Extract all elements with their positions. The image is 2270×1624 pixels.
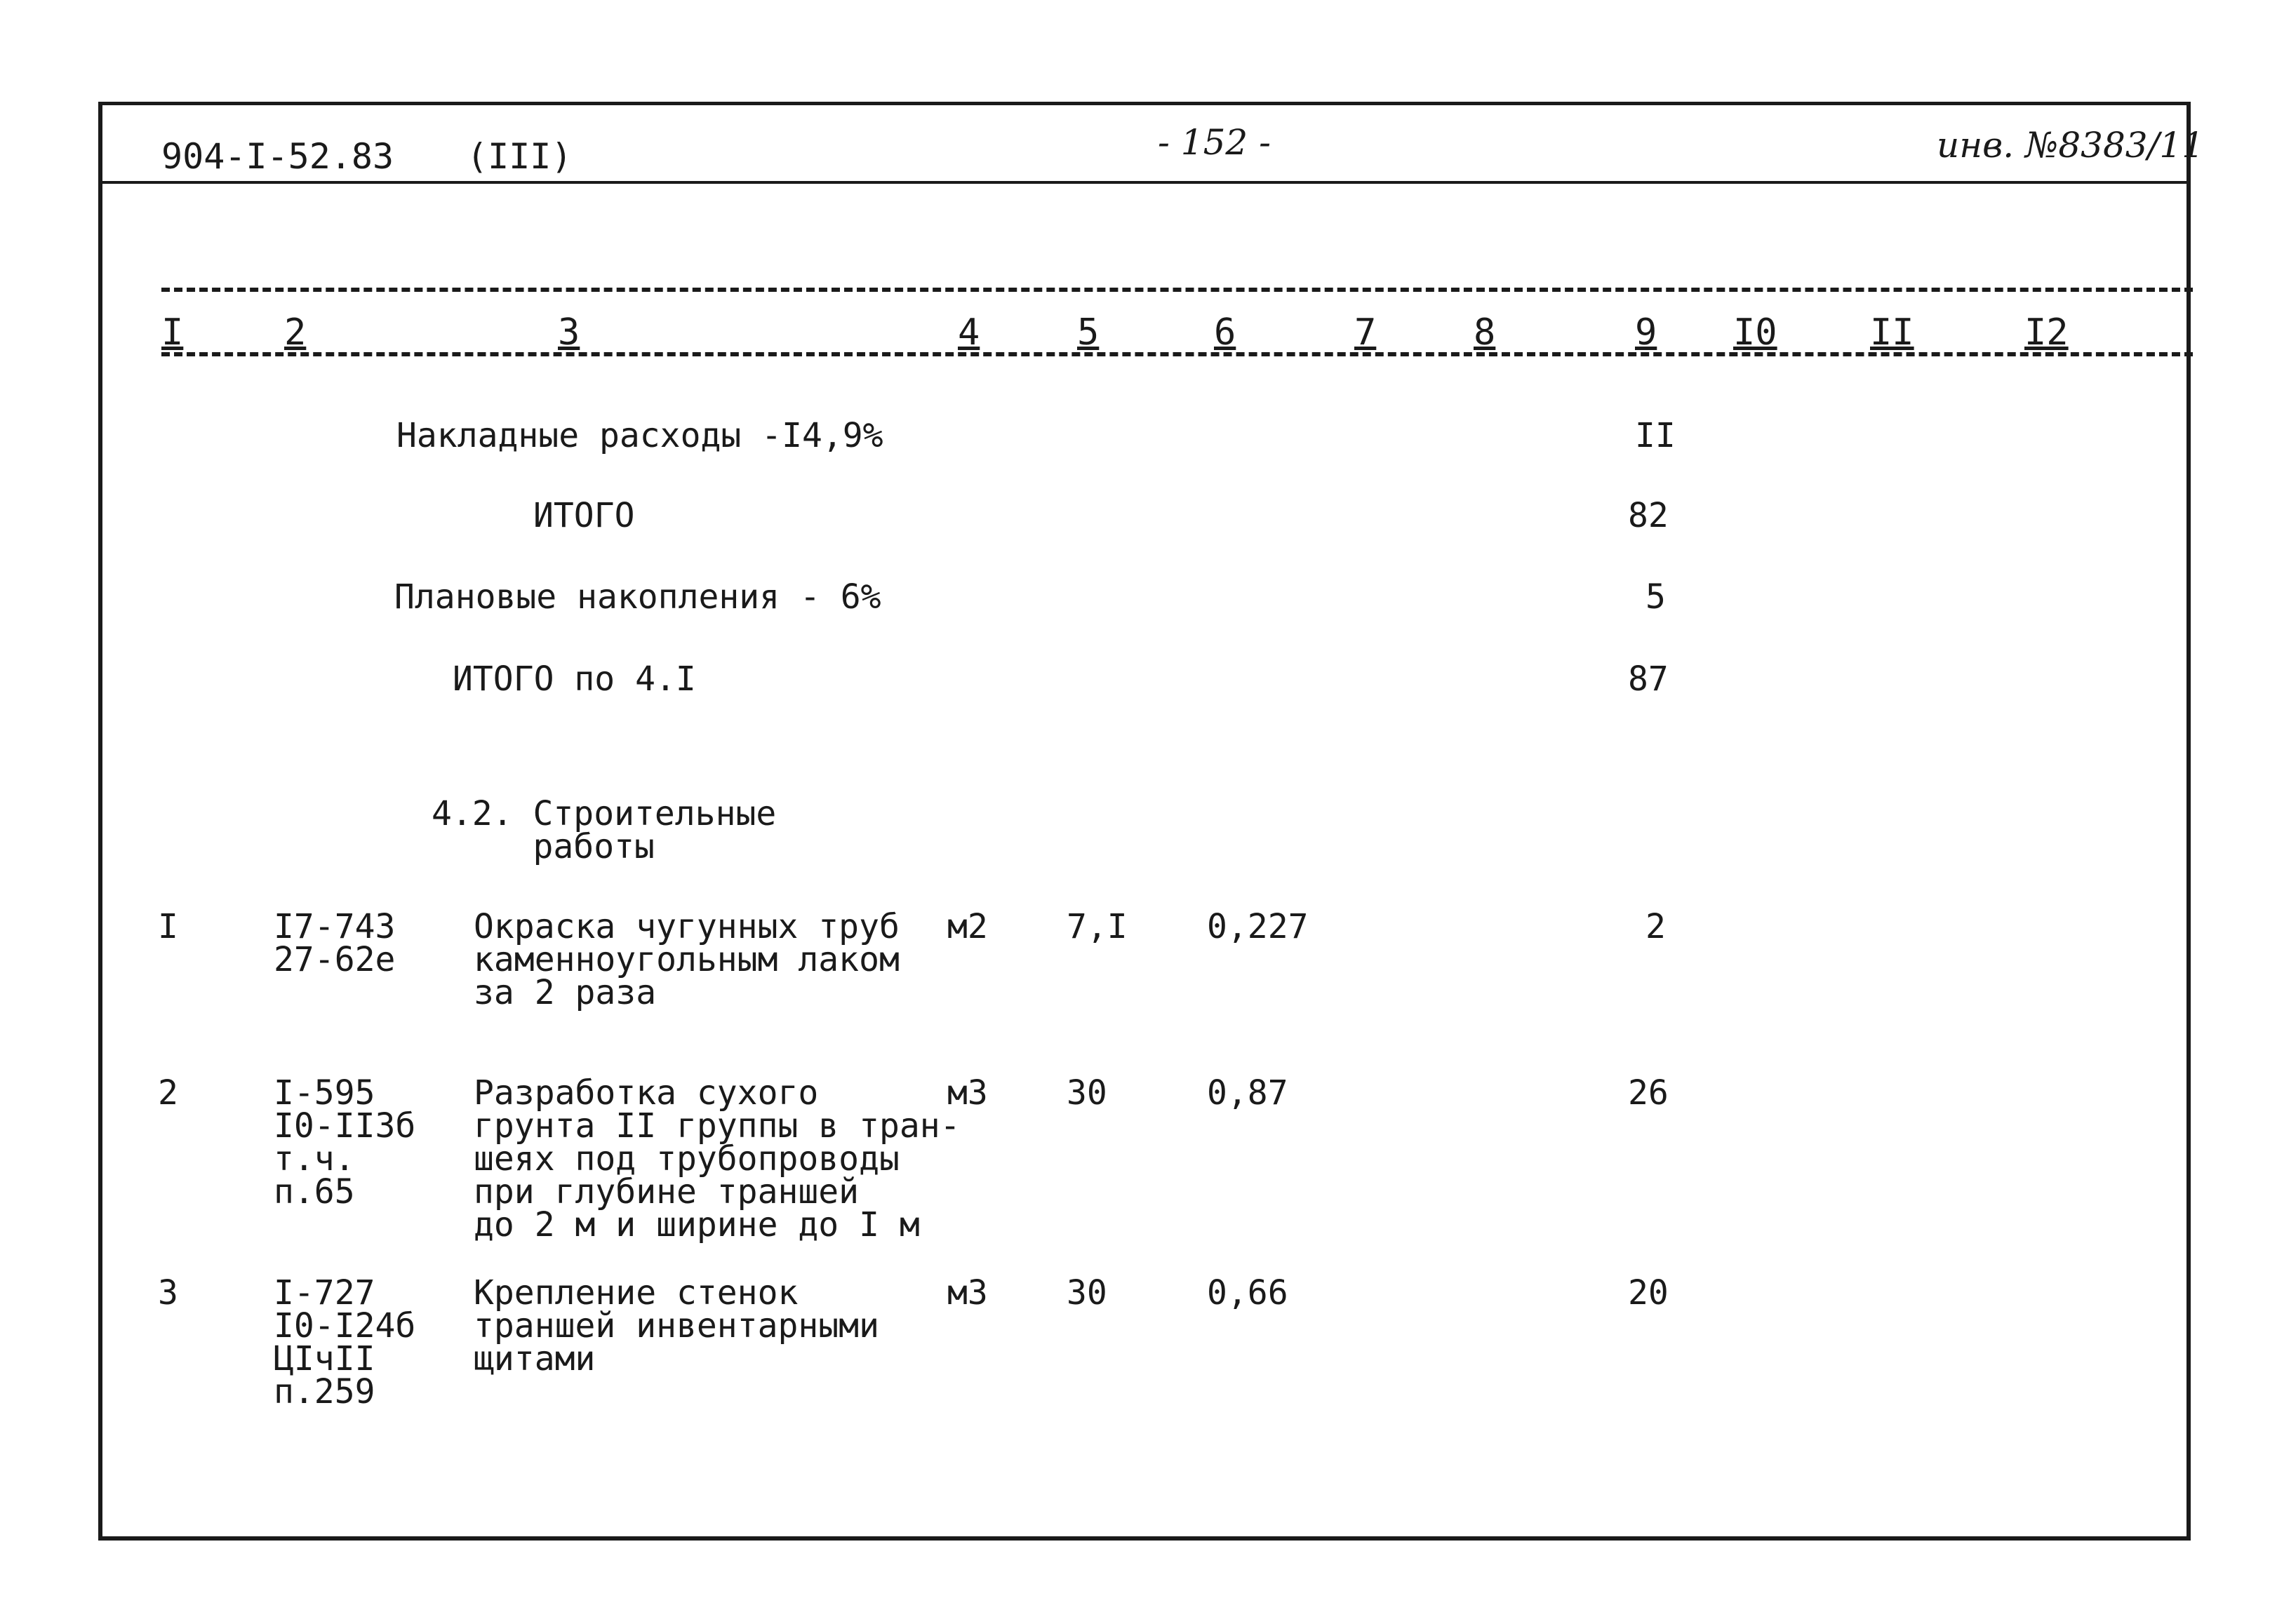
summary-label: Плановые накопления - 6%	[394, 577, 881, 617]
summary-value: 82	[1628, 496, 1669, 535]
row-price: 0,66	[1207, 1273, 1288, 1313]
row-quantity: 30	[1067, 1073, 1107, 1113]
row-code: I7-743 27-62е	[274, 907, 396, 979]
column-number: 5	[1077, 311, 1100, 354]
row-unit: м3	[947, 1273, 988, 1313]
summary-label: Накладные расходы -I4,9%	[396, 416, 883, 455]
row-code: I-727 I0-I24б ЦIчII п.259	[274, 1273, 416, 1411]
summary-value: 5	[1645, 577, 1666, 617]
row-unit: м3	[947, 1073, 988, 1113]
summary-label: ИТОГО по 4.I	[453, 659, 696, 699]
column-number: I	[161, 311, 184, 354]
summary-label: ИТОГО	[533, 496, 635, 535]
row-price: 0,227	[1207, 907, 1309, 946]
row-number: 2	[158, 1073, 178, 1113]
row-total: 2	[1645, 907, 1666, 946]
part-number: (III)	[467, 136, 573, 177]
column-number: 4	[958, 311, 980, 354]
column-number: 8	[1474, 311, 1496, 354]
row-code: I-595 I0-II3б т.ч. п.65	[274, 1073, 416, 1212]
column-number: 9	[1635, 311, 1657, 354]
column-number: 7	[1354, 311, 1377, 354]
row-quantity: 30	[1067, 1273, 1107, 1313]
row-description: Окраска чугунных труб каменноугольным лаком за 2 раза	[474, 907, 900, 1012]
header-rule	[102, 181, 2186, 184]
column-number: I2	[2024, 311, 2069, 354]
column-number: I0	[1733, 311, 1777, 354]
summary-value: II	[1635, 416, 1676, 455]
summary-value: 87	[1628, 659, 1669, 699]
header-dashed-top	[161, 288, 2193, 292]
doc-code: 904-I-52.83	[161, 136, 394, 177]
inventory-number: инв. №8383/11	[1937, 125, 2205, 166]
row-price: 0,87	[1207, 1073, 1288, 1113]
page-number: - 152 -	[1158, 122, 1271, 163]
row-number: I	[158, 907, 178, 946]
row-total: 20	[1628, 1273, 1669, 1313]
row-unit: м2	[947, 907, 988, 946]
section-title: 4.2. Строительные работы	[432, 794, 777, 866]
column-number: 3	[558, 311, 580, 354]
row-quantity: 7,I	[1067, 907, 1128, 946]
row-description: Крепление стенок траншей инвентарными щитами	[474, 1273, 879, 1378]
row-description: Разработка сухого грунта II группы в тран- шеях под трубопроводы при глубине траншей до 2 м и ширине до I м	[474, 1073, 961, 1244]
row-number: 3	[158, 1273, 178, 1313]
column-number: 6	[1214, 311, 1236, 354]
row-total: 26	[1628, 1073, 1669, 1113]
column-number: II	[1870, 311, 1914, 354]
column-number: 2	[284, 311, 307, 354]
